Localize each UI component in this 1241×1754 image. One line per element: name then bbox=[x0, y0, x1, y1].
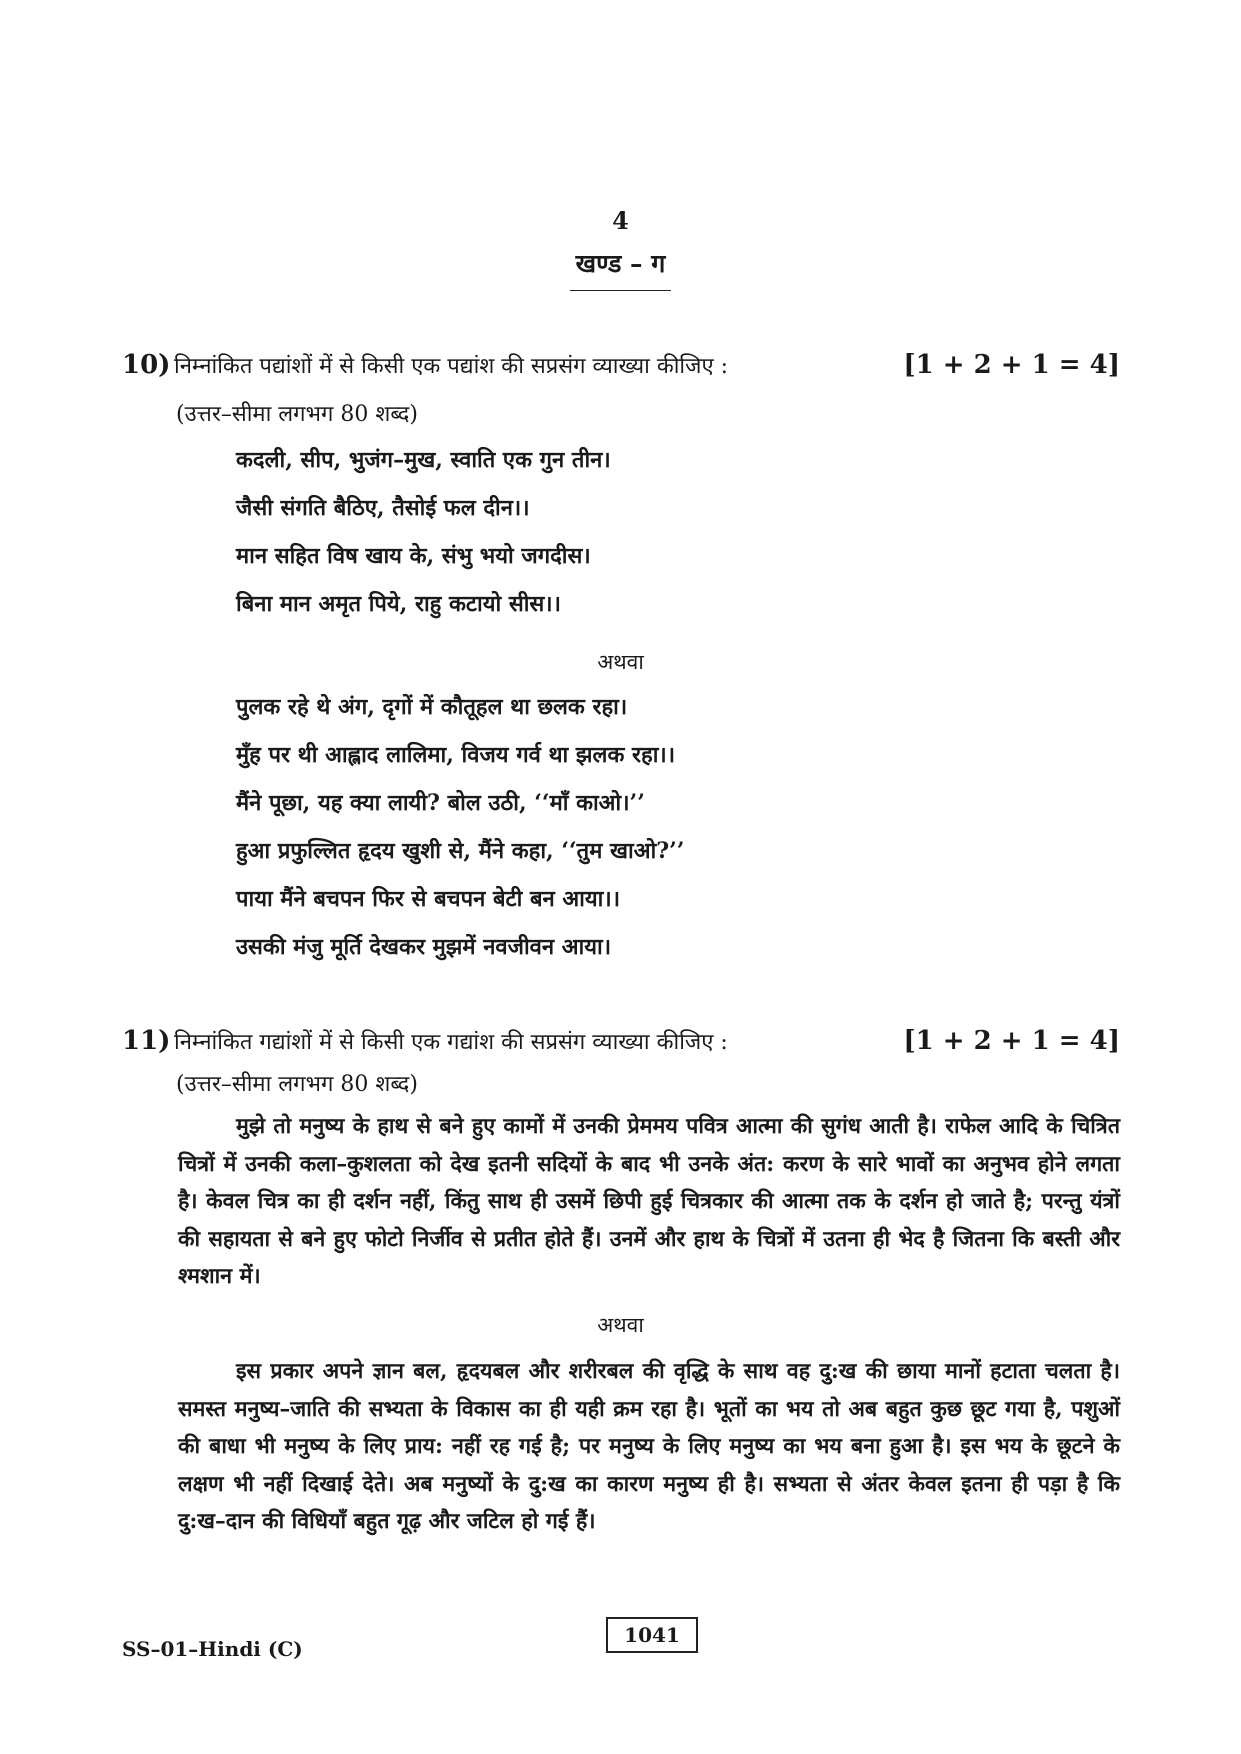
or-label-q11: अथवा bbox=[597, 1313, 644, 1337]
verse-line: मुँह पर थी आह्लाद लालिमा, विजय गर्व था झलक रहा।। bbox=[236, 742, 676, 768]
verse-line: उसकी मंजु मूर्ति देखकर मुझमें नवजीवन आया। bbox=[236, 934, 612, 960]
question-11-text: निम्नांकित गद्यांशों में से किसी एक गद्यांश की सप्रसंग व्याख्या कीजिए : bbox=[174, 1030, 728, 1055]
verse-line: मैंने पूछा, यह क्या लायी? बोल उठी, ‘‘माँ काओ।’’ bbox=[236, 790, 645, 816]
question-10-marks: [1 + 2 + 1 = 4] bbox=[903, 350, 1120, 380]
question-11-marks: [1 + 2 + 1 = 4] bbox=[903, 1026, 1120, 1056]
verse-line: कदली, सीप, भुजंग–मुख, स्वाति एक गुन तीन। bbox=[236, 447, 611, 473]
verse-2 bbox=[236, 683, 684, 971]
question-11-row bbox=[122, 1026, 1120, 1056]
prose-passage-1: मुझे तो मनुष्य के हाथ से बने हुए कामों में उनकी प्रेममय पवित्र आत्मा की सुगंध आती है। राफेल आदि के चित्रित चित्रों में उनकी कला–कुशलता को देख इतनी सदियों के बाद भी उनके अंत: करण के सारे भावों का अनुभव होने लगता है। केवल चित्र का ही दर्शन नहीं, किंतु साथ ही उसमें छिपी हुई चित्रकार की आत्मा तक के दर्शन हो जाते है; परन्तु यंत्रों की सहायता से बने हुए फोटो निर्जीव से प्रतीत होते हैं। उनमें और हाथ के चित्रों में उतना ही भेद है जितना कि बस्ती और श्मशान में। bbox=[178, 1114, 1120, 1289]
prose-passage-2: इस प्रकार अपने ज्ञान बल, हृदयबल और शरीरबल की वृद्धि के साथ वह दु:ख की छाया मानों हटाता चलता है। समस्त मनुष्य–जाति की सभ्यता के विकास का ही यही क्रम रहा है। भूतों का भय तो अब बहुत कुछ छूट गया है, पशुओं की बाधा भी मनुष्य के लिए प्राय: नहीं रह गई है; पर मनुष्य के लिए मनुष्य का भय बना हुआ है। इस भय के छूटने के लक्षण भी नहीं दिखाई देते। अब मनुष्यों के दु:ख का कारण मनुष्य ही है। सभ्यता से अंतर केवल इतना ही पड़ा है कि दु:ख–दान की विधियाँ बहुत गूढ़ और जटिल हो गई हैं। bbox=[178, 1359, 1120, 1534]
page-number: 4 bbox=[612, 206, 629, 235]
question-10-number: 10) bbox=[122, 350, 171, 380]
verse-line: पुलक रहे थे अंग, दृगों में कौतूहल था छलक रहा। bbox=[236, 694, 628, 720]
page-code-box: 1041 bbox=[606, 1617, 698, 1653]
question-11-number: 11) bbox=[122, 1026, 171, 1056]
question-10-row bbox=[122, 350, 1120, 380]
verse-line: मान सहित विष खाय के, संभु भयो जगदीस। bbox=[236, 543, 591, 569]
verse-line: हुआ प्रफुल्लित हृदय खुशी से, मैंने कहा, ‘‘तुम खाओ?’’ bbox=[236, 838, 685, 864]
or-label-q10: अथवा bbox=[597, 650, 644, 674]
paper-code: SS–01–Hindi (C) bbox=[122, 1637, 303, 1661]
verse-1 bbox=[236, 436, 611, 628]
section-title: खण्ड – ग bbox=[570, 246, 672, 291]
verse-line: पाया मैंने बचपन फिर से बचपन बेटी बन आया।। bbox=[236, 886, 621, 912]
verse-line: जैसी संगति बैठिए, तैसोई फल दीन।। bbox=[236, 495, 530, 521]
question-11-word-limit: (उत्तर–सीमा लगभग 80 शब्द) bbox=[176, 1072, 418, 1097]
verse-line: बिना मान अमृत पिये, राहु कटायो सीस।। bbox=[236, 591, 561, 617]
section-heading bbox=[0, 246, 1241, 291]
question-10-word-limit: (उत्तर–सीमा लगभग 80 शब्द) bbox=[176, 402, 418, 427]
question-10-text: निम्नांकित पद्यांशों में से किसी एक पद्यांश की सप्रसंग व्याख्या कीजिए : bbox=[174, 354, 729, 379]
